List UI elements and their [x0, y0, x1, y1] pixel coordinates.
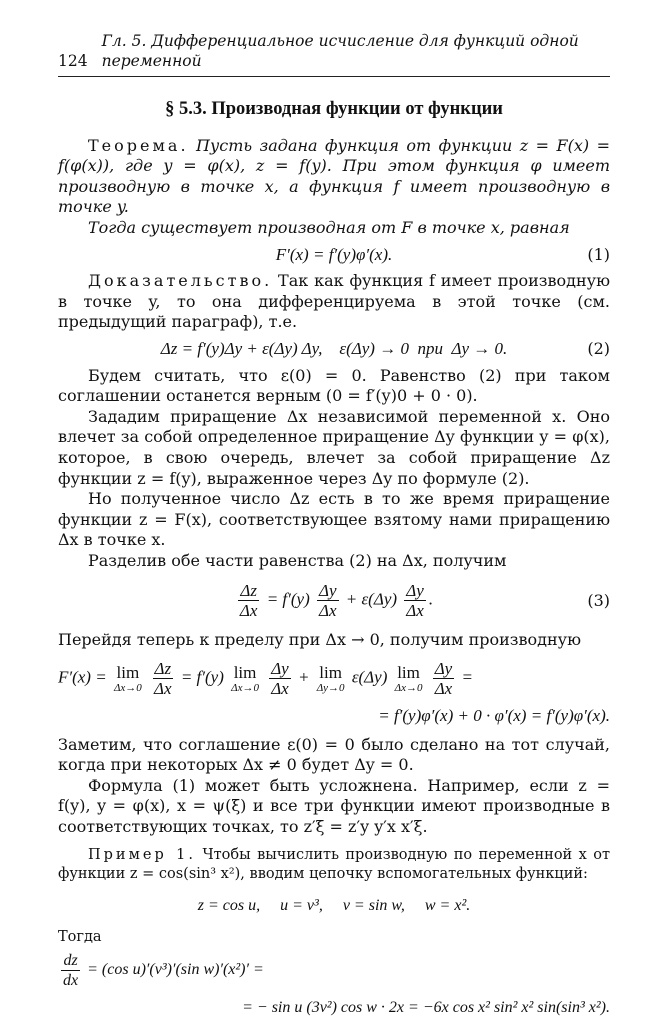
- chain-equations: [58, 896, 610, 917]
- limit-line-2: = f′(y)φ′(x) + 0 · φ′(x) = f′(y)φ′(x).: [378, 706, 610, 726]
- theorem-label: Теорема.: [88, 135, 189, 155]
- chain-equations-body: z = cos u, u = v³, v = sin w, w = x².: [197, 896, 471, 914]
- example-derivative-line-2: = − sin u (3v²) cos w · 2x = −6x cos x² sin² x² sin(sin³ x²).: [242, 999, 610, 1017]
- limit-line-1: F′(x) = lim Δx→0 $\frac{\Delta z}{\Delta x}$ = f′(y) lim Δx→0 $\frac{\Delta y}{\Delta x}$ + lim Δy→0 ε(Δy) lim Δx→0 $\frac{\Delta y}{\Delta x}$ =: [58, 659, 473, 699]
- example-derivative-line-1: $\frac{dz}{dx}$ = (cos u)′(v³)′(sin w)′(x²)′ =: [63, 952, 264, 990]
- example-then: Тогда: [58, 929, 102, 946]
- header-rule: [58, 76, 610, 77]
- example-label: Пример 1.: [88, 846, 196, 863]
- theorem-statement: [58, 136, 610, 218]
- running-header: [58, 31, 610, 72]
- page-number: 124: [58, 52, 88, 71]
- equation-1-body: F′(x) = f′(y)φ′(x).: [275, 244, 393, 264]
- proof-paragraph-2: Будем считать, что ε(0) = 0. Равенство (2) при таком соглашении останется верным (0 = f′(y)0 + 0 · 0).: [58, 365, 610, 406]
- limit-derivation: [58, 659, 610, 727]
- equation-2: [58, 339, 610, 360]
- example-text: Чтобы вычислить производную по переменной x от функции z = cos(sin³ x²), вводим цепочку вспомогательных функций:: [58, 846, 611, 882]
- equation-1-number: (1): [587, 244, 610, 264]
- proof-paragraph-7: Заметим, что соглашение ε(0) = 0 было сделано на тот случай, когда при некоторых Δx ≠ 0 будет Δy = 0.: [58, 734, 610, 775]
- proof-paragraph-6: Перейдя теперь к пределу при Δx → 0, получим производную: [58, 630, 582, 650]
- book-page: [58, 31, 611, 1027]
- equation-1: [58, 245, 610, 266]
- equation-3-number: (3): [587, 590, 610, 610]
- proof-paragraph-5: Разделив обе части равенства (2) на Δx, получим: [88, 550, 507, 570]
- running-title: Гл. 5. Дифференциальное исчисление для функций одной переменной: [101, 31, 579, 71]
- example-paragraph: [58, 846, 610, 884]
- proof-paragraph-1: [58, 271, 610, 333]
- theorem-text-2: Тогда существует производная от F в точке x, равная: [88, 217, 570, 237]
- equation-2-number: (2): [587, 338, 610, 358]
- equation-3: [58, 581, 610, 620]
- section-title: § 5.3. Производная функции от функции: [165, 99, 503, 119]
- equation-2-body: Δz = f′(y)Δy + ε(Δy) Δy, ε(Δy) → 0 при Δy → 0.: [160, 338, 508, 358]
- proof-paragraph-3: Зададим приращение Δx независимой переменной x. Оно влечет за собой определенное приращение Δy функции y = φ(x), которое, в свою очередь, влечет за собой приращение Δz функции z = f(y), выраженное через Δy по формуле (2).: [58, 406, 610, 488]
- proof-paragraph-4: Но полученное число Δz есть в то же время приращение функции z = F(x), соответствующее взятому нами приращению Δx в точке x.: [58, 489, 610, 550]
- proof-label: Доказательство.: [88, 271, 273, 291]
- theorem-text-1: Пусть задана функция от функции z = F(x) = f(φ(x)), где y = φ(x), z = f(y). При этом функция φ имеет производную в точке x, а функция f имеет производную в точке y.: [58, 135, 610, 217]
- proof-text-1: Так как функция f имеет производную в точке y, то она дифференцируема в этой точке (см. предыдущий параграф), т.е.: [58, 271, 610, 332]
- equation-3-body: $\frac{\Delta z}{\Delta x}$ = f′(y) $\frac{\Delta y}{\Delta x}$ + ε(Δy) $\frac{\Delta y}{\Delta x}$ .: [239, 581, 434, 621]
- proof-paragraph-8: Формула (1) может быть усложнена. Например, если z = f(y), y = φ(x), x = ψ(ξ) и все три функции имеют производные в соответствующих точках, то z′ξ = z′y y′x x′ξ.: [58, 775, 610, 837]
